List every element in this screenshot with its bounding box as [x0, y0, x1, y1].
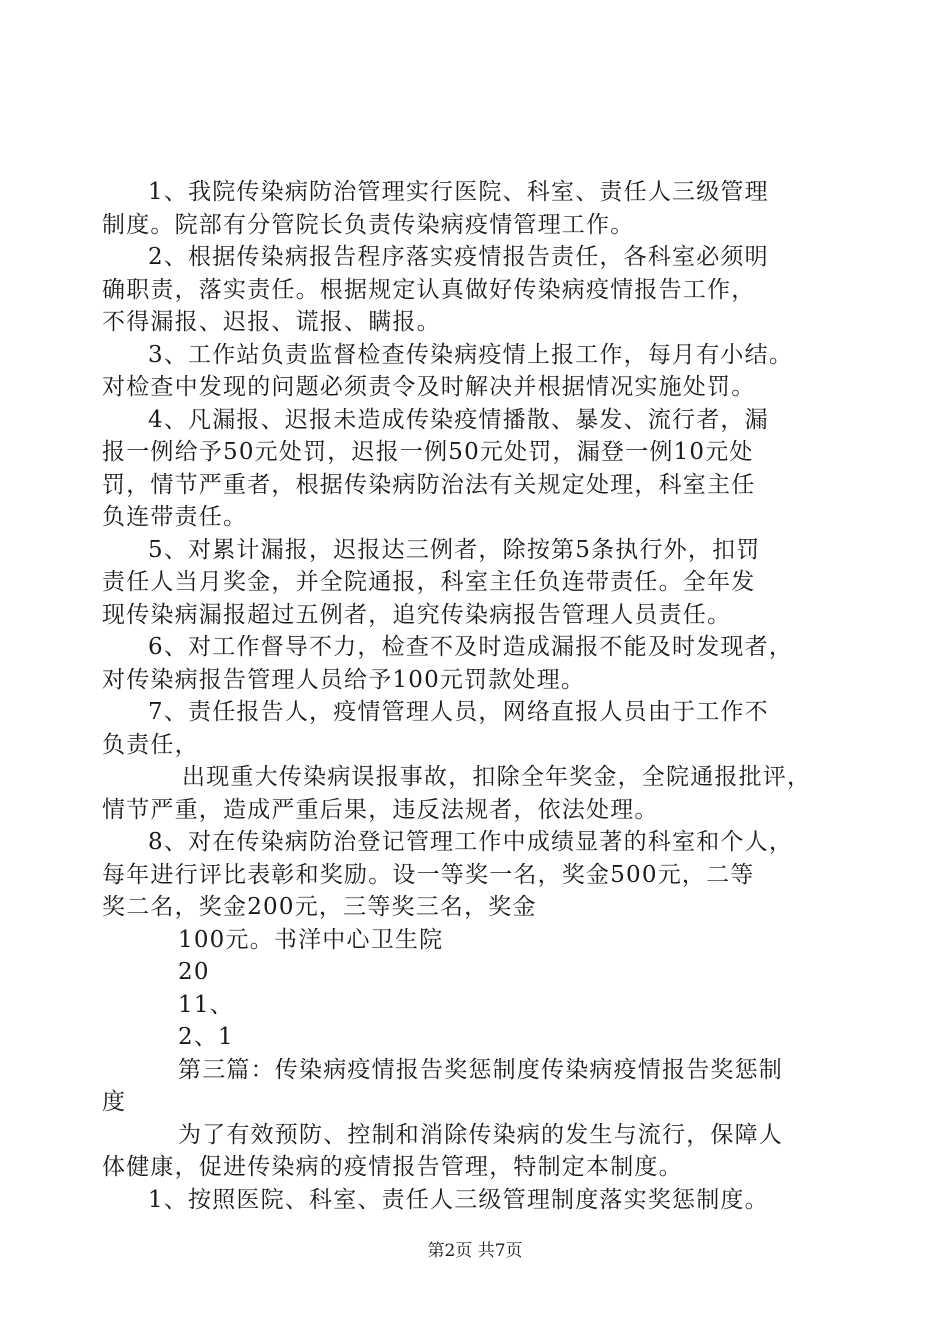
text-line: 1、按照医院、科室、责任人三级管理制度落实奖惩制度。 [148, 1186, 769, 1213]
text-line: 负连带责任。 [102, 504, 248, 530]
section-heading: 第三篇：传染病疫情报告奖惩制度传染病疫情报告奖惩制 [178, 1056, 783, 1083]
text-line: 3、工作站负责监督检查传染病疫情上报工作，每月有小结。 [148, 341, 794, 368]
text-line: 责任人当月奖金，并全院通报，科室主任负连带责任。全年发 [102, 569, 756, 595]
text-line: 11、 [178, 991, 234, 1018]
text-line: 现传染病漏报超过五例者，追究传染病报告管理人员责任。 [102, 601, 732, 628]
text-line: 每年进行评比表彰和奖励。设一等奖一名，奖金500元，二等 [102, 861, 755, 888]
text-line: 1、我院传染病防治管理实行医院、科室、责任人三级管理 [148, 179, 769, 205]
text-line: 8、对在传染病防治登记管理工作中成绩显著的科室和个人， [148, 829, 794, 855]
text-line: 5、对累计漏报，迟报达三例者，除按第5条执行外，扣罚 [148, 536, 761, 563]
text-line: 体健康，促进传染病的疫情报告管理，特制定本制度。 [102, 1154, 683, 1180]
text-line: 4、凡漏报、迟报未造成传染疫情播散、暴发、流行者，漏 [148, 406, 769, 433]
text-line: 7、责任报告人，疫情管理人员，网络直报人员由于工作不 [148, 699, 769, 725]
text-line: 2、1 [178, 1024, 234, 1050]
document-body [102, 176, 862, 1216]
text-line: 制度。院部有分管院长负责传染病疫情管理工作。 [102, 211, 635, 238]
text-line: 出现重大传染病误报事故，扣除全年奖金，全院通报批评， [182, 764, 812, 790]
text-line: 奖二名，奖金200元，三等奖三名，奖金 [102, 894, 537, 920]
text-line: 负责任， [102, 731, 199, 758]
section-heading-continued: 度 [102, 1089, 127, 1115]
text-line: 20 [178, 959, 210, 985]
text-line: 对检查中发现的问题必须责令及时解决并根据情况实施处罚。 [102, 374, 756, 400]
text-line: 情节严重，造成严重后果，违反法规者，依法处理。 [102, 796, 659, 823]
text-line: 报一例给予50元处罚，迟报一例50元处罚，漏登一例10元处 [102, 439, 754, 465]
text-line: 6、对工作督导不力，检查不及时造成漏报不能及时发现者， [148, 634, 794, 660]
text-line: 2、根据传染病报告程序落实疫情报告责任，各科室必须明 [148, 244, 769, 270]
text-line: 不得漏报、迟报、谎报、瞒报。 [102, 309, 441, 335]
text-line: 罚，情节严重者，根据传染病防治法有关规定处理，科室主任 [102, 471, 756, 498]
text-line: 为了有效预防、控制和消除传染病的发生与流行，保障人 [178, 1121, 783, 1148]
text-line: 100元。书洋中心卫生院 [178, 926, 444, 953]
text-line: 对传染病报告管理人员给予100元罚款处理。 [102, 666, 586, 693]
page-number-footer: 第2页 共7页 [427, 1241, 523, 1261]
text-line: 确职责，落实责任。根据规定认真做好传染病疫情报告工作， [102, 276, 756, 303]
